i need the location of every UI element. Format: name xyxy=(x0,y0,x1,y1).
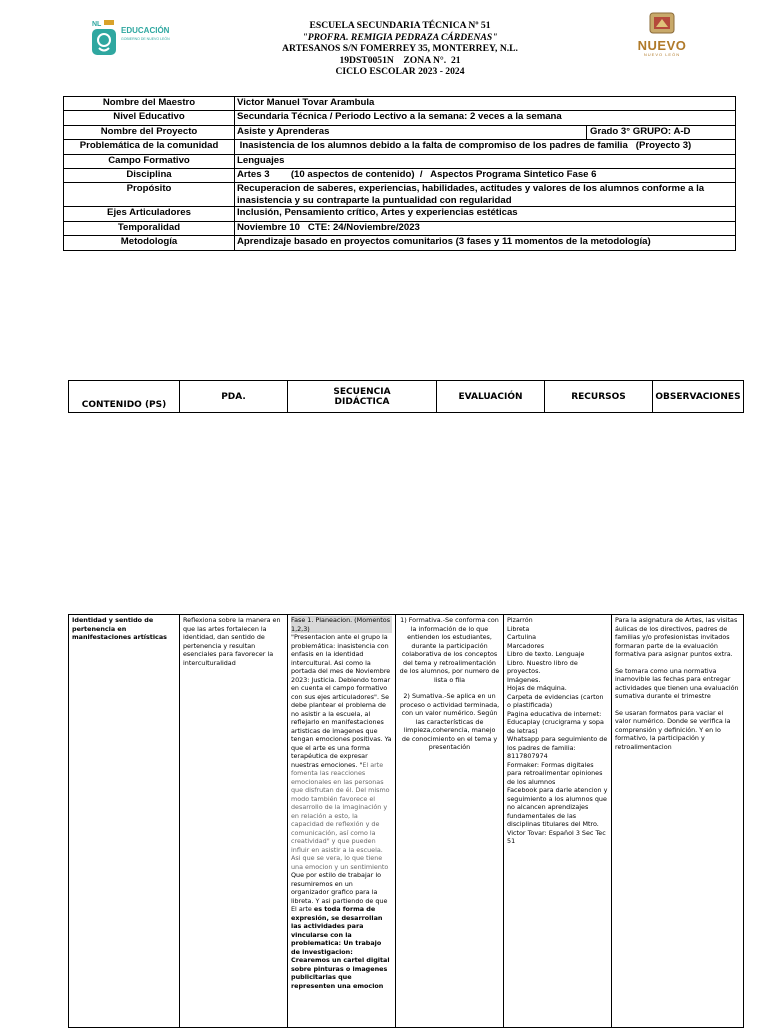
resource-item: Imágenes. xyxy=(507,675,541,684)
coat-of-arms-icon xyxy=(642,12,682,36)
resource-item: Libro de texto. Lenguaje xyxy=(507,650,585,658)
resource-item: Cartulina xyxy=(507,633,537,641)
sequence-text xyxy=(291,633,392,990)
school-year: CICLO ESCOLAR 2023 - 2024 xyxy=(335,66,465,78)
info-label: Campo Formativo xyxy=(64,154,235,168)
info-value: Artes 3 (10 aspectos de contenido) / Aspectos Programa Sintetico Fase 6 xyxy=(235,168,736,182)
nuevo-leon-logo xyxy=(624,12,700,58)
school-code: 19DST0051N ZONA N°. 21 xyxy=(339,54,461,66)
info-label: Ejes Articuladores xyxy=(64,207,235,221)
resource-item: Carpeta de evidencias (carton o plastificada) xyxy=(507,692,604,709)
resource-item: Libro. Nuestro libro de proyectos. xyxy=(507,658,578,675)
info-row xyxy=(64,236,736,250)
info-row xyxy=(64,97,736,111)
info-row xyxy=(64,207,736,221)
resource-item: Libreta xyxy=(507,624,530,633)
info-row xyxy=(64,168,736,182)
school-name: ESCUELA SECUNDARIA TÉCNICA Nº 51 xyxy=(309,20,491,31)
info-row xyxy=(64,140,736,154)
secuencia-cell xyxy=(288,615,396,1028)
observation-text: Para la asignatura de Artes, las visitas áulicas de los directivos, padres de familias y/o profesionistas invitados formaran parte de la evaluación formativa para asignar puntos extra. xyxy=(615,616,738,658)
grade-group: Grado 3° GRUPO: A-D xyxy=(586,126,735,139)
info-row xyxy=(64,125,736,139)
sequence-intro: "Presentacion ante el grupo la problemática: inasistencia con enfasis en la identidad intercultural. Asi como la portada del mes de Noviembre 2023: Justicia. Debiendo tomar en cuenta el campo formativo con sus ejes articuladores". Se debe plantear el problema de no asistir a la escuela, al reflejarlo en manifestaciones artisticas de imagenes que tengan emociones positivas. Ya que el arte es una forma terapéutica de expresar nuestras emociones. " xyxy=(291,633,392,769)
resource-item: Marcadores xyxy=(507,641,545,650)
info-value: Recuperacion de saberes, experiencias, habilidades, actitudes y valores de los alumnos conforme a la inasistencia y su contraparte la puntualidad con regularidad xyxy=(235,183,736,207)
school-subtitle: "PROFRA. REMIGIA PEDRAZA CÁRDENAS" xyxy=(302,31,498,43)
educacion-logo xyxy=(90,18,190,58)
contenido-cell: Identidad y sentido de pertenencia en manifestaciones artísticas xyxy=(69,615,180,1028)
plan-header-table xyxy=(68,380,744,413)
logo-nuevo-sub: NUEVO LEÓN xyxy=(643,52,681,57)
col-contenido: CONTENIDO (PS) xyxy=(69,381,180,413)
info-value: Noviembre 10 CTE: 24/Noviembre/2023 xyxy=(235,221,736,235)
info-label: Metodología xyxy=(64,236,235,250)
resource-item: Formaker: Formas digitales para retroalimentar opiniones de los alumnos xyxy=(507,760,603,786)
info-label: Problemática de la comunidad xyxy=(64,140,235,154)
info-label: Nivel Educativo xyxy=(64,111,235,125)
svg-text:NL: NL xyxy=(92,21,102,28)
school-header xyxy=(200,20,600,78)
logo-nuevo-text: NUEVO xyxy=(637,38,687,53)
info-value-cell xyxy=(235,125,736,139)
plan-row xyxy=(69,615,744,1028)
observation-text: Se tomara como una normativa inamovible las fechas para entregar actividades que tienen una evaluación sumativa durante el trimestre xyxy=(615,666,739,700)
phase-heading: Fase 1. Planeacion. (Momentos 1,2,3) xyxy=(291,616,391,633)
sequence-activity: es toda forma de expresión, se desarrollan las actividades para vincularse con la problematica: Un trabajo de investigacion: Crearemos un cartel digital sobre pinturas o imagenes publicitarias que representen una emocion xyxy=(291,905,390,990)
info-row xyxy=(64,221,736,235)
col-recursos: RECURSOS xyxy=(545,381,653,413)
sequence-body: Que por estilo de trabajar lo resumiremos en un organizador grafico para la libreta. Y asi partiendo de que El arte xyxy=(291,871,388,913)
info-row xyxy=(64,154,736,168)
col-secuencia: SECUENCIA DIDÁCTICA xyxy=(288,381,437,413)
info-value: Inasistencia de los alumnos debido a la falta de compromiso de los padres de familia (Proyecto 3) xyxy=(235,140,736,154)
header-row xyxy=(69,381,744,413)
resource-item: Facebook para darle atencion y seguimiento a los alumnos que no alcancen aprendizajes fundamentales de las disciplinas titulares del Mtro. Victor Tovar: Español 3 Sec Tec 51 xyxy=(507,786,608,845)
info-row xyxy=(64,183,736,207)
info-label: Disciplina xyxy=(64,168,235,182)
info-row xyxy=(64,111,736,125)
pda-cell: Reflexiona sobre la manera en que las artes fortalecen la identidad, dan sentido de pertenencia y resultan esenciales para favorecer la interculturalidad xyxy=(180,615,288,1028)
info-value: Inclusión, Pensamiento crítico, Artes y experiencias estéticas xyxy=(235,207,736,221)
eval-formativa: 1) Formativa.-Se conforma con la información de lo que entienden los estudiantes, durante la participación colaborativa de los conceptos del tema y retroalimentación de los alumnos, por numero de lista o fila xyxy=(399,616,500,684)
info-label: Nombre del Proyecto xyxy=(64,125,235,139)
plan-body-table xyxy=(68,614,744,1028)
resource-item: Hojas de máquina. xyxy=(507,684,567,692)
observation-text: Se usaran formatos para vaciar el valor numérico. Donde se verifica la comprensión y definición. Y en lo formativo, la participación y retroalimentacion xyxy=(615,708,731,751)
col-evaluacion: EVALUACIÓN xyxy=(437,381,545,413)
sequence-quote: El arte fomenta las reacciones emocionales en las personas que disfrutan de él. Del mismo modo también favorece el desarrollo de la imaginación y en relación a esto, la capacidad de reflexión y de comunicación, así como la creatividad" y que pueden influir en asistir a la escuela. Asi que se vera, lo que tiene una emocion y un sentimiento xyxy=(291,760,390,871)
info-label: Propósito xyxy=(64,183,235,207)
col-observaciones: OBSERVACIONES xyxy=(653,381,744,413)
info-value: Victor Manuel Tovar Arambula xyxy=(235,97,736,111)
recursos-cell xyxy=(504,615,612,1028)
info-label: Nombre del Maestro xyxy=(64,97,235,111)
school-address: ARTESANOS S/N FOMERREY 35, MONTERREY, N.L. xyxy=(282,43,518,55)
eval-sumativa: 2) Sumativa.-Se aplica en un proceso o actividad terminada, con un valor numérico. Según las características de limpieza,coherencia, manejo de conocimiento en el tema y presentación xyxy=(399,692,500,751)
info-value: Asiste y Aprenderas xyxy=(237,125,330,137)
info-value: Aprendizaje basado en proyectos comunitarios (3 fases y 11 momentos de la metodología) xyxy=(235,236,736,250)
col-pda: PDA. xyxy=(180,381,288,413)
project-info-table xyxy=(63,96,736,251)
resource-item: Pagina educativa de internet: Educaplay (crucigrama y sopa de letras) xyxy=(507,709,604,735)
evaluacion-cell xyxy=(396,615,504,1028)
resource-item: Pizarrón xyxy=(507,616,533,624)
info-value: Secundaria Técnica / Periodo Lectivo a la semana: 2 veces a la semana xyxy=(235,111,736,125)
info-label: Temporalidad xyxy=(64,221,235,235)
logo-subtext: GOBIERNO DE NUEVO LEÓN xyxy=(121,37,170,41)
observaciones-cell xyxy=(612,615,744,1028)
logo-text: EDUCACIÓN xyxy=(121,26,170,35)
resource-item: Whatsapp para seguimiento de los padres de familia: 8117807974 xyxy=(507,735,608,760)
info-value: Lenguajes xyxy=(235,154,736,168)
